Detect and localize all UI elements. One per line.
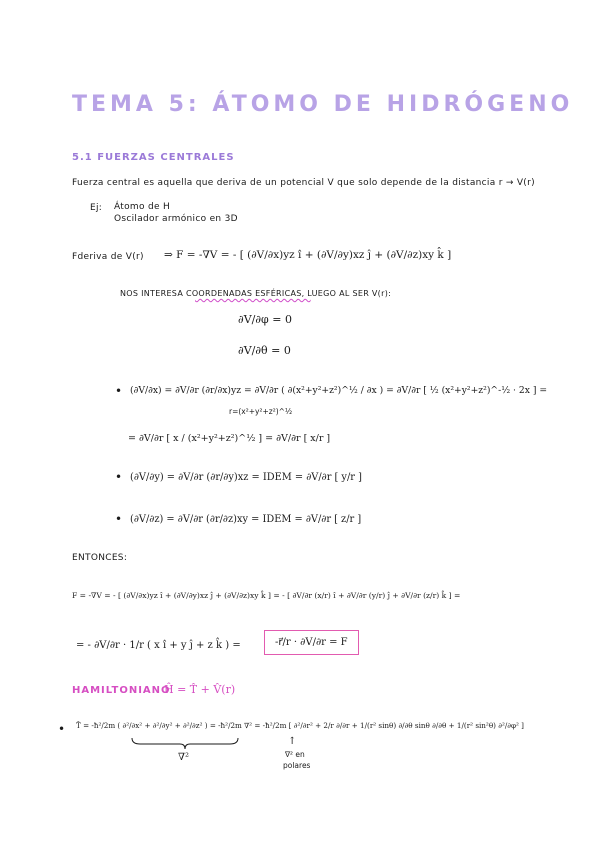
- polar-note-1: ∇² en: [285, 750, 305, 759]
- dv-dphi: ∂V/∂φ = 0: [238, 313, 292, 326]
- example-oscillator: Oscilador armónico en 3D: [114, 214, 238, 224]
- section-heading: 5.1 FUERZAS CENTRALES: [72, 152, 235, 163]
- dv-dtheta: ∂V/∂θ = 0: [238, 344, 291, 357]
- hamiltonian-label: HAMILTONIANO: [72, 685, 171, 696]
- example-hydrogen: Átomo de H: [114, 202, 171, 212]
- gradient-equation: ⇒ F = -∇V = - [ (∂V/∂x)yz î + (∂V/∂y)xz ĵ + (∂V/∂z)xy k̂ ]: [164, 249, 452, 261]
- examples-label: Ej:: [90, 203, 103, 213]
- bullet-dx: •: [115, 384, 123, 398]
- note-text: NOS INTERESA COORDENADAS ESFÉRICAS, LUEGO AL SER V(r):: [120, 289, 392, 298]
- underbrace: [130, 736, 240, 750]
- derivation-label: Fderiva de V(r): [72, 252, 144, 262]
- dv-dy-line: (∂V/∂y) = ∂V/∂r (∂r/∂y)xz = IDEM = ∂V/∂r [ y/r ]: [130, 472, 362, 483]
- dv-dx-result: = ∂V/∂r [ x / (x²+y²+z²)^½ ] = ∂V/∂r [ x/r ]: [128, 433, 331, 444]
- bullet-dz: •: [115, 512, 123, 526]
- r-definition: r=(x²+y²+z²)^½: [229, 407, 293, 416]
- spherical-underline: [195, 289, 311, 298]
- dv-dx-text: (∂V/∂x) = ∂V/∂r (∂r/∂x)yz = ∂V/∂r ( ∂(x²+y²+z²)^½ / ∂x ) = ∂V/∂r [ ½ (x²+y²+z²)^-½ · 2x ] =: [130, 385, 548, 396]
- then-label: ENTONCES:: [72, 553, 128, 563]
- arrow-up: ↑: [288, 736, 297, 747]
- bullet-kinetic: •: [58, 722, 66, 736]
- page-title: TEMA 5: ÁTOMO DE HIDRÓGENO: [72, 92, 574, 117]
- force-expansion: F = -∇V = - [ (∂V/∂x)yz î + (∂V/∂y)xz ĵ + (∂V/∂z)xy k̂ ] = - [ ∂V/∂r (x/r) î + ∂V/∂r (y/r) ĵ + ∂V/∂r (z/r) k̂ ] =: [72, 591, 461, 600]
- kinetic-operator: T̂ = -ħ²/2m ( ∂²/∂x² + ∂²/∂y² + ∂²/∂z² ) = -ħ²/2m ∇² = -ħ²/2m [ ∂²/∂r² + 2/r ∂/∂r + 1/(r² sinθ) ∂/∂θ sinθ ∂/∂θ + 1/(r² sin²θ) ∂²/∂φ² ]: [76, 721, 524, 730]
- nabla-squared-label: ∇²: [178, 752, 189, 763]
- polar-note-2: polares: [283, 761, 311, 770]
- bullet-dy: •: [115, 470, 123, 484]
- hamiltonian-equation: Ĥ = T̂ + V̂(r): [164, 683, 236, 696]
- force-result-box: -r⃗/r · ∂V/∂r = F: [264, 630, 359, 655]
- force-result-left: = - ∂V/∂r · 1/r ( x î + y ĵ + z k̂ ) =: [76, 640, 241, 651]
- central-force-definition: Fuerza central es aquella que deriva de un potencial V que solo depende de la distancia r → V(r): [72, 178, 535, 188]
- dv-dz-line: (∂V/∂z) = ∂V/∂r (∂r/∂z)xy = IDEM = ∂V/∂r [ z/r ]: [130, 514, 362, 525]
- dv-dx-line: [130, 385, 547, 396]
